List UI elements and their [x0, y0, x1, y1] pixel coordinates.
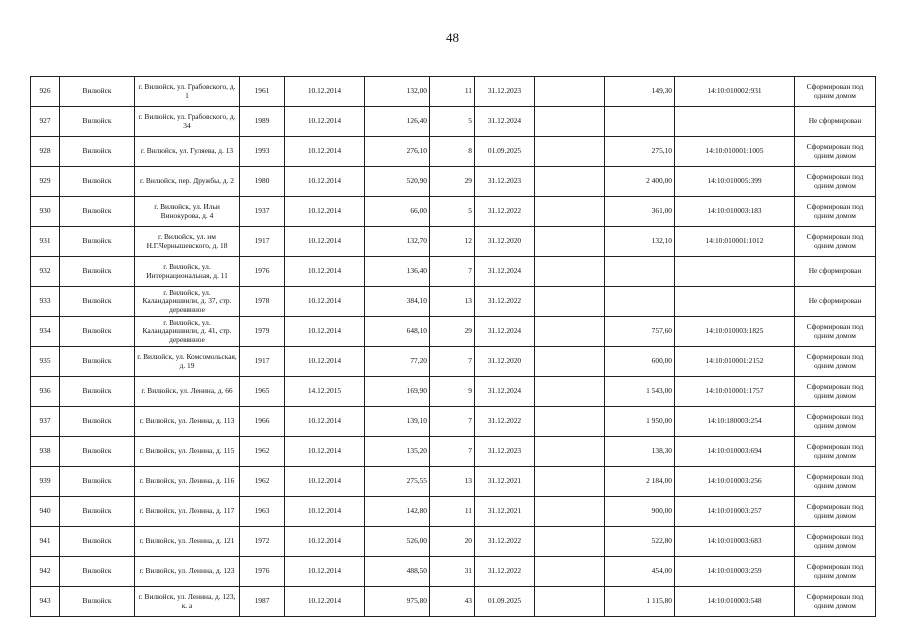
residents-cell: 29: [430, 167, 475, 197]
year-built-cell: 1972: [240, 527, 285, 557]
deadline-cell: 01.09.2025: [475, 137, 535, 167]
year-built-cell: 1987: [240, 587, 285, 617]
year-built-cell: 1966: [240, 407, 285, 437]
date-cell: 10.12.2014: [285, 467, 365, 497]
land-area-cell: 1 115,80: [605, 587, 675, 617]
status-cell: Не сформирован: [795, 107, 876, 137]
cadastral-number-cell: 14:10:010003:694: [675, 437, 795, 467]
table-row: [31, 107, 876, 137]
deadline-cell: 31.12.2022: [475, 407, 535, 437]
address-cell: г. Вилюйск, ул. Ленина, д. 123: [135, 557, 240, 587]
address-cell: г. Вилюйск, ул. Гуляева, д. 13: [135, 137, 240, 167]
cadastral-number-cell: 14:10:010003:183: [675, 197, 795, 227]
empty-cell: [535, 527, 605, 557]
status-cell: Сформирован под одним домом: [795, 317, 876, 347]
date-cell: 10.12.2014: [285, 347, 365, 377]
land-area-cell: 361,00: [605, 197, 675, 227]
date-cell: 10.12.2014: [285, 407, 365, 437]
city-cell: Вилюйск: [60, 137, 135, 167]
residents-cell: 7: [430, 407, 475, 437]
year-built-cell: 1978: [240, 287, 285, 317]
address-cell: г. Вилюйск, ул. Каландаришвили, д. 41, стр. деревянное: [135, 317, 240, 347]
row-number-cell: 927: [31, 107, 60, 137]
deadline-cell: 31.12.2023: [475, 437, 535, 467]
address-cell: г. Вилюйск, ул. Ленина, д. 66: [135, 377, 240, 407]
date-cell: 10.12.2014: [285, 137, 365, 167]
land-area-cell: 1 950,00: [605, 407, 675, 437]
empty-cell: [535, 377, 605, 407]
year-built-cell: 1962: [240, 467, 285, 497]
table-row: [31, 587, 876, 617]
status-cell: Сформирован под одним домом: [795, 587, 876, 617]
page-number: 48: [446, 30, 459, 45]
row-number-cell: 941: [31, 527, 60, 557]
row-number-cell: 926: [31, 77, 60, 107]
table-row: [31, 377, 876, 407]
address-cell: г. Вилюйск, ул. Ленина, д. 113: [135, 407, 240, 437]
land-area-cell: 275,10: [605, 137, 675, 167]
deadline-cell: 31.12.2024: [475, 317, 535, 347]
cadastral-number-cell: 14:10:010001:2152: [675, 347, 795, 377]
row-number-cell: 934: [31, 317, 60, 347]
deadline-cell: 31.12.2021: [475, 467, 535, 497]
date-cell: 10.12.2014: [285, 257, 365, 287]
table-row: [31, 227, 876, 257]
empty-cell: [535, 587, 605, 617]
area-cell: 132,00: [365, 77, 430, 107]
residents-cell: 13: [430, 467, 475, 497]
table-row: [31, 317, 876, 347]
table-row: [31, 527, 876, 557]
deadline-cell: 31.12.2023: [475, 77, 535, 107]
residents-cell: 13: [430, 287, 475, 317]
deadline-cell: 31.12.2024: [475, 377, 535, 407]
city-cell: Вилюйск: [60, 407, 135, 437]
land-area-cell: [605, 287, 675, 317]
land-area-cell: 454,00: [605, 557, 675, 587]
residents-cell: 8: [430, 137, 475, 167]
year-built-cell: 1917: [240, 227, 285, 257]
table-row: [31, 557, 876, 587]
deadline-cell: 31.12.2024: [475, 107, 535, 137]
status-cell: Сформирован под одним домом: [795, 377, 876, 407]
empty-cell: [535, 467, 605, 497]
area-cell: 132,70: [365, 227, 430, 257]
cadastral-number-cell: [675, 257, 795, 287]
deadline-cell: 31.12.2021: [475, 497, 535, 527]
area-cell: 77,20: [365, 347, 430, 377]
city-cell: Вилюйск: [60, 587, 135, 617]
table-row: [31, 287, 876, 317]
area-cell: 384,10: [365, 287, 430, 317]
date-cell: 10.12.2014: [285, 437, 365, 467]
deadline-cell: 31.12.2023: [475, 167, 535, 197]
deadline-cell: 31.12.2022: [475, 287, 535, 317]
status-cell: Сформирован под одним домом: [795, 197, 876, 227]
cadastral-number-cell: 14:10:010001:1012: [675, 227, 795, 257]
residents-cell: 12: [430, 227, 475, 257]
cadastral-number-cell: 14:10:010003:257: [675, 497, 795, 527]
land-area-cell: 522,80: [605, 527, 675, 557]
status-cell: Сформирован под одним домом: [795, 167, 876, 197]
city-cell: Вилюйск: [60, 437, 135, 467]
row-number-cell: 932: [31, 257, 60, 287]
date-cell: 10.12.2014: [285, 317, 365, 347]
area-cell: 275,55: [365, 467, 430, 497]
row-number-cell: 938: [31, 437, 60, 467]
year-built-cell: 1961: [240, 77, 285, 107]
date-cell: 10.12.2014: [285, 107, 365, 137]
land-area-cell: 757,60: [605, 317, 675, 347]
row-number-cell: 942: [31, 557, 60, 587]
cadastral-number-cell: [675, 287, 795, 317]
date-cell: 10.12.2014: [285, 287, 365, 317]
status-cell: Не сформирован: [795, 257, 876, 287]
address-cell: г. Вилюйск, ул. Грабовского, д. 34: [135, 107, 240, 137]
area-cell: 66,00: [365, 197, 430, 227]
date-cell: 10.12.2014: [285, 197, 365, 227]
date-cell: 10.12.2014: [285, 167, 365, 197]
area-cell: 136,40: [365, 257, 430, 287]
deadline-cell: 31.12.2024: [475, 257, 535, 287]
area-cell: 126,40: [365, 107, 430, 137]
year-built-cell: 1979: [240, 317, 285, 347]
row-number-cell: 939: [31, 467, 60, 497]
residents-cell: 9: [430, 377, 475, 407]
row-number-cell: 931: [31, 227, 60, 257]
table-row: [31, 167, 876, 197]
status-cell: Сформирован под одним домом: [795, 557, 876, 587]
status-cell: Сформирован под одним домом: [795, 527, 876, 557]
row-number-cell: 940: [31, 497, 60, 527]
empty-cell: [535, 227, 605, 257]
address-cell: г. Вилюйск, ул. Комсомольская, д. 19: [135, 347, 240, 377]
table-row: [31, 437, 876, 467]
row-number-cell: 936: [31, 377, 60, 407]
year-built-cell: 1963: [240, 497, 285, 527]
table-row: [31, 467, 876, 497]
empty-cell: [535, 167, 605, 197]
date-cell: 10.12.2014: [285, 587, 365, 617]
empty-cell: [535, 257, 605, 287]
status-cell: Сформирован под одним домом: [795, 77, 876, 107]
table-row: [31, 407, 876, 437]
residents-cell: 7: [430, 347, 475, 377]
date-cell: 10.12.2014: [285, 77, 365, 107]
address-cell: г. Вилюйск, ул. Ленина, д. 116: [135, 467, 240, 497]
status-cell: Сформирован под одним домом: [795, 497, 876, 527]
city-cell: Вилюйск: [60, 347, 135, 377]
year-built-cell: 1965: [240, 377, 285, 407]
land-area-cell: [605, 107, 675, 137]
status-cell: Сформирован под одним домом: [795, 347, 876, 377]
empty-cell: [535, 287, 605, 317]
area-cell: 139,10: [365, 407, 430, 437]
year-built-cell: 1962: [240, 437, 285, 467]
date-cell: 10.12.2014: [285, 527, 365, 557]
table-row: [31, 257, 876, 287]
city-cell: Вилюйск: [60, 107, 135, 137]
land-area-cell: 2 400,00: [605, 167, 675, 197]
status-cell: Сформирован под одним домом: [795, 407, 876, 437]
status-cell: Сформирован под одним домом: [795, 137, 876, 167]
address-cell: г. Вилюйск, ул. Ленина, д. 115: [135, 437, 240, 467]
row-number-cell: 935: [31, 347, 60, 377]
year-built-cell: 1937: [240, 197, 285, 227]
land-area-cell: 2 184,00: [605, 467, 675, 497]
housing-registry-table: [30, 76, 876, 617]
row-number-cell: 929: [31, 167, 60, 197]
address-cell: г. Вилюйск, ул. им Н.Г.Чернышевского, д. 18: [135, 227, 240, 257]
date-cell: 10.12.2014: [285, 227, 365, 257]
cadastral-number-cell: 14:10:010003:683: [675, 527, 795, 557]
table-body: [31, 77, 876, 617]
empty-cell: [535, 137, 605, 167]
year-built-cell: 1989: [240, 107, 285, 137]
cadastral-number-cell: 14:10:010005:399: [675, 167, 795, 197]
cadastral-number-cell: 14:10:010003:256: [675, 467, 795, 497]
table-row: [31, 137, 876, 167]
table-row: [31, 197, 876, 227]
year-built-cell: 1980: [240, 167, 285, 197]
empty-cell: [535, 407, 605, 437]
residents-cell: 31: [430, 557, 475, 587]
address-cell: г. Вилюйск, ул. Ленина, д. 117: [135, 497, 240, 527]
city-cell: Вилюйск: [60, 287, 135, 317]
empty-cell: [535, 437, 605, 467]
address-cell: г. Вилюйск, ул. Ленина, д. 121: [135, 527, 240, 557]
city-cell: Вилюйск: [60, 527, 135, 557]
area-cell: 488,50: [365, 557, 430, 587]
deadline-cell: 31.12.2020: [475, 347, 535, 377]
deadline-cell: 31.12.2022: [475, 197, 535, 227]
cadastral-number-cell: 14:10:010003:259: [675, 557, 795, 587]
residents-cell: 7: [430, 437, 475, 467]
address-cell: г. Вилюйск, ул. Ленина, д. 123, к. а: [135, 587, 240, 617]
cadastral-number-cell: 14:10:010003:1825: [675, 317, 795, 347]
land-area-cell: 149,30: [605, 77, 675, 107]
row-number-cell: 933: [31, 287, 60, 317]
residents-cell: 5: [430, 197, 475, 227]
empty-cell: [535, 77, 605, 107]
land-area-cell: 132,10: [605, 227, 675, 257]
land-area-cell: 900,00: [605, 497, 675, 527]
cadastral-number-cell: 14:10:010002:931: [675, 77, 795, 107]
cadastral-number-cell: 14:10:180003:254: [675, 407, 795, 437]
area-cell: 142,80: [365, 497, 430, 527]
row-number-cell: 943: [31, 587, 60, 617]
city-cell: Вилюйск: [60, 167, 135, 197]
empty-cell: [535, 197, 605, 227]
year-built-cell: 1976: [240, 557, 285, 587]
city-cell: Вилюйск: [60, 227, 135, 257]
table-row: [31, 347, 876, 377]
city-cell: Вилюйск: [60, 257, 135, 287]
year-built-cell: 1976: [240, 257, 285, 287]
area-cell: 169,90: [365, 377, 430, 407]
status-cell: Сформирован под одним домом: [795, 437, 876, 467]
date-cell: 10.12.2014: [285, 557, 365, 587]
empty-cell: [535, 317, 605, 347]
residents-cell: 11: [430, 77, 475, 107]
area-cell: 648,10: [365, 317, 430, 347]
empty-cell: [535, 347, 605, 377]
address-cell: г. Вилюйск, пер. Дружбы, д. 2: [135, 167, 240, 197]
residents-cell: 29: [430, 317, 475, 347]
year-built-cell: 1993: [240, 137, 285, 167]
status-cell: Не сформирован: [795, 287, 876, 317]
area-cell: 520,90: [365, 167, 430, 197]
deadline-cell: 31.12.2022: [475, 557, 535, 587]
land-area-cell: 600,00: [605, 347, 675, 377]
cadastral-number-cell: [675, 107, 795, 137]
year-built-cell: 1917: [240, 347, 285, 377]
land-area-cell: 1 543,00: [605, 377, 675, 407]
status-cell: Сформирован под одним домом: [795, 467, 876, 497]
city-cell: Вилюйск: [60, 557, 135, 587]
empty-cell: [535, 497, 605, 527]
deadline-cell: 31.12.2022: [475, 527, 535, 557]
city-cell: Вилюйск: [60, 377, 135, 407]
date-cell: 10.12.2014: [285, 497, 365, 527]
land-area-cell: [605, 257, 675, 287]
city-cell: Вилюйск: [60, 197, 135, 227]
table-row: [31, 497, 876, 527]
deadline-cell: 31.12.2020: [475, 227, 535, 257]
empty-cell: [535, 557, 605, 587]
cadastral-number-cell: 14:10:010003:548: [675, 587, 795, 617]
residents-cell: 11: [430, 497, 475, 527]
city-cell: Вилюйск: [60, 497, 135, 527]
city-cell: Вилюйск: [60, 317, 135, 347]
area-cell: 526,00: [365, 527, 430, 557]
date-cell: 14.12.2015: [285, 377, 365, 407]
residents-cell: 20: [430, 527, 475, 557]
cadastral-number-cell: 14:10:010001:1005: [675, 137, 795, 167]
residents-cell: 5: [430, 107, 475, 137]
residents-cell: 43: [430, 587, 475, 617]
cadastral-number-cell: 14:10:010001:1757: [675, 377, 795, 407]
address-cell: г. Вилюйск, ул. Интернациональная, д. 11: [135, 257, 240, 287]
address-cell: г. Вилюйск, ул. Ильи Винокурова, д. 4: [135, 197, 240, 227]
area-cell: 135,20: [365, 437, 430, 467]
deadline-cell: 01.09.2025: [475, 587, 535, 617]
land-area-cell: 138,30: [605, 437, 675, 467]
row-number-cell: 928: [31, 137, 60, 167]
address-cell: г. Вилюйск, ул. Каландаришвили, д. 37, стр. деревянное: [135, 287, 240, 317]
area-cell: 975,80: [365, 587, 430, 617]
city-cell: Вилюйск: [60, 467, 135, 497]
residents-cell: 7: [430, 257, 475, 287]
city-cell: Вилюйск: [60, 77, 135, 107]
status-cell: Сформирован под одним домом: [795, 227, 876, 257]
area-cell: 276,10: [365, 137, 430, 167]
address-cell: г. Вилюйск, ул. Грабовского, д. 1: [135, 77, 240, 107]
row-number-cell: 937: [31, 407, 60, 437]
table-row: [31, 77, 876, 107]
row-number-cell: 930: [31, 197, 60, 227]
empty-cell: [535, 107, 605, 137]
